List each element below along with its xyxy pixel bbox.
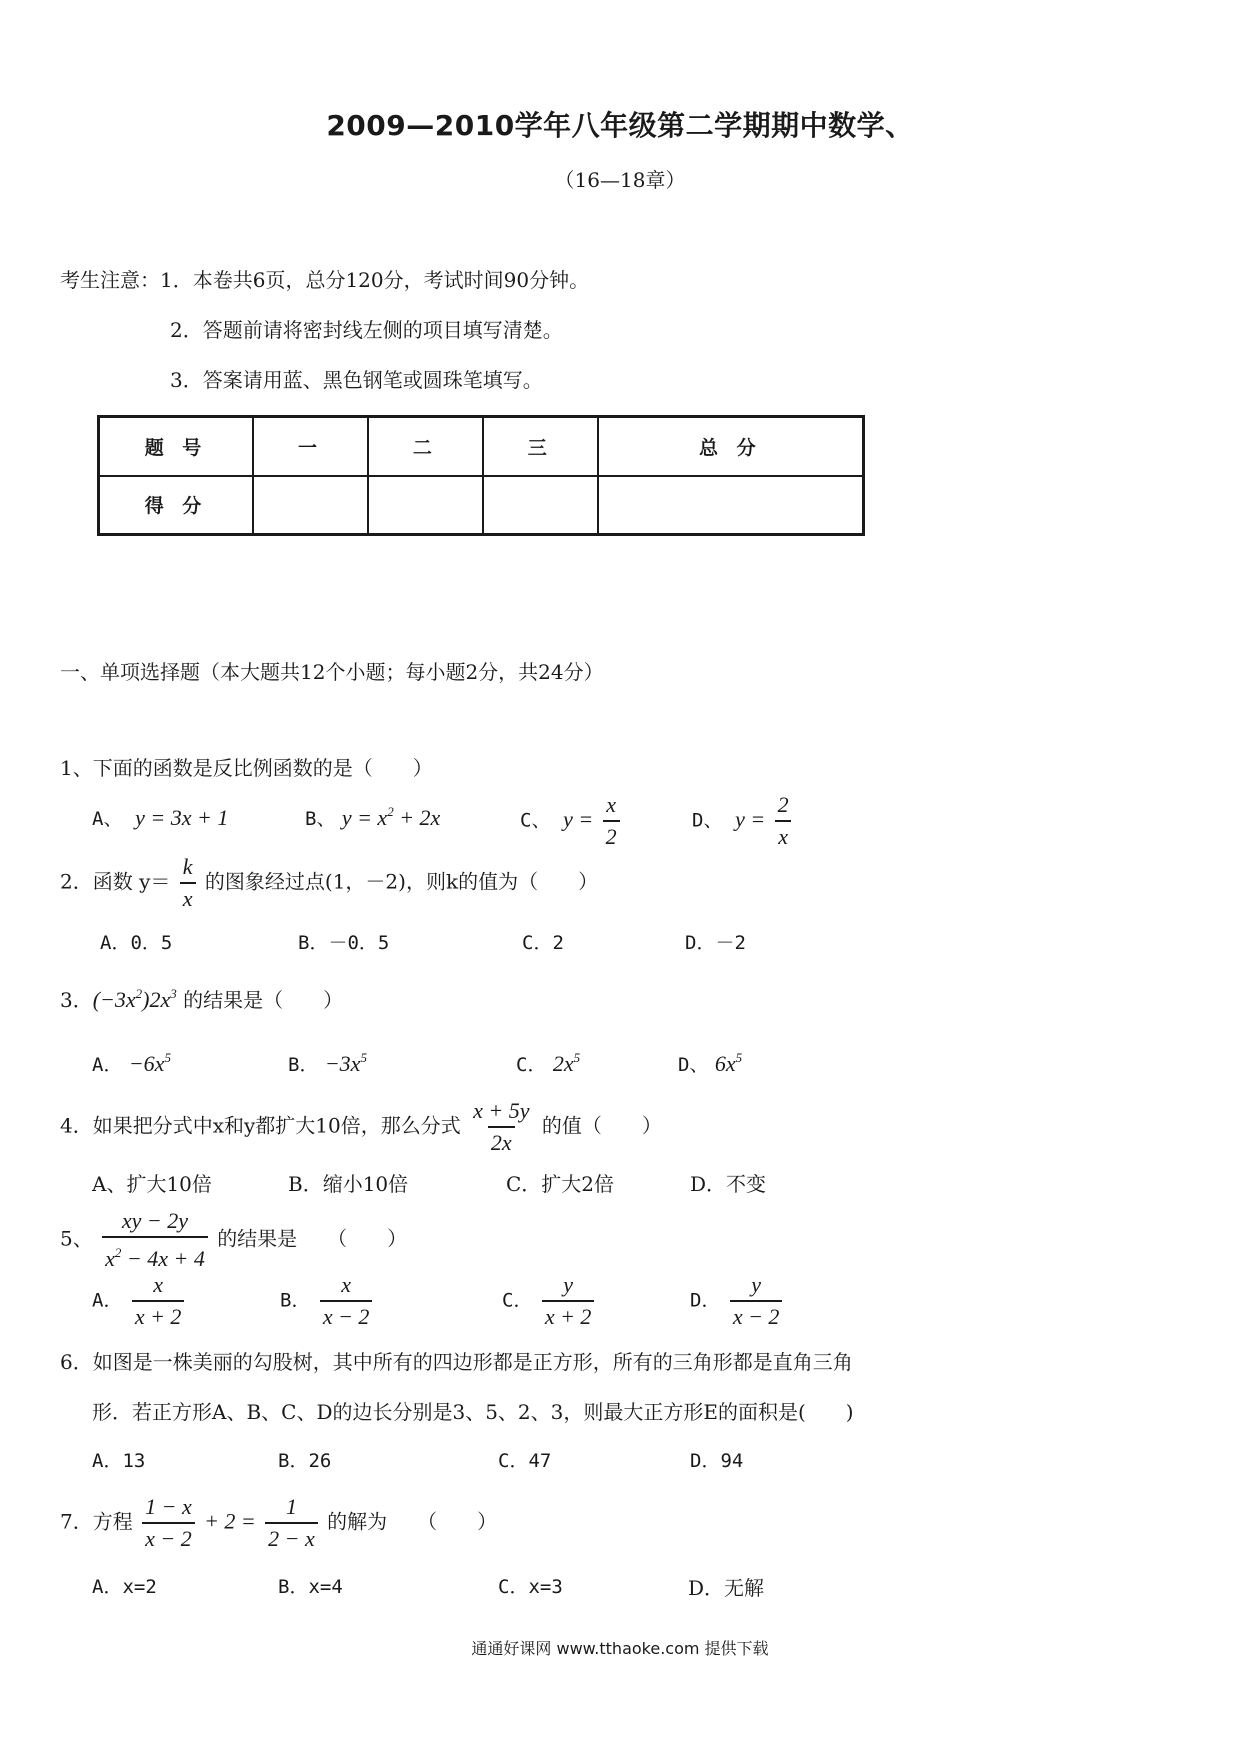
q1-option-c: C、 y = $\frac{x}{2}$ bbox=[520, 790, 623, 852]
page-subtitle: （16—18章） bbox=[554, 168, 686, 192]
q7-fraction-2: $\frac{1}{2 - x}$ bbox=[265, 1492, 318, 1554]
score-cell-total[interactable] bbox=[598, 476, 864, 535]
q2-option-b: B．－0．5 bbox=[298, 932, 390, 954]
q5-option-a: A． $\frac{x}{x + 2}$ bbox=[92, 1270, 187, 1332]
q3-option-d: D、 $6x^5$ bbox=[678, 1050, 743, 1076]
score-header-3: 三 bbox=[483, 417, 598, 476]
q6-stem-line2: 形．若正方形A、B、C、D的边长分别是3、5、2、3，则最大正方形E的面积是( ) bbox=[92, 1400, 854, 1424]
score-header-2: 二 bbox=[368, 417, 483, 476]
q3-stem: 3．$(-3x^2)2x^3$ 的结果是（ ） bbox=[60, 986, 344, 1012]
q5-option-b: B． $\frac{x}{x - 2}$ bbox=[280, 1270, 375, 1332]
q4-option-d: D．不变 bbox=[690, 1172, 767, 1196]
q4-fraction: $\frac{x + 5y}{2x}$ bbox=[470, 1096, 532, 1158]
q1-c-fraction: $\frac{x}{2}$ bbox=[603, 790, 620, 852]
q2-option-c: C．2 bbox=[522, 932, 564, 954]
notice-item-2: 2．答题前请将密封线左侧的项目填写清楚。 bbox=[170, 318, 563, 342]
q1-option-b: B、 $y = x^2 + 2x$ bbox=[305, 804, 441, 830]
q7-option-b: B．x=4 bbox=[278, 1576, 343, 1598]
q6-option-d: D．94 bbox=[690, 1450, 744, 1472]
q6-stem-line1: 6．如图是一株美丽的勾股树，其中所有的四边形都是正方形，所有的三角形都是直角三角 bbox=[60, 1350, 853, 1374]
q7-fraction-1: $\frac{1 - x}{x - 2}$ bbox=[142, 1492, 195, 1554]
score-header-1: 一 bbox=[253, 417, 368, 476]
score-header-total: 总 分 bbox=[598, 417, 864, 476]
q1-d-fraction: $\frac{2}{x}$ bbox=[775, 790, 792, 852]
score-table-score-row bbox=[99, 476, 864, 535]
notice bbox=[60, 264, 589, 293]
score-cell-2[interactable] bbox=[368, 476, 483, 535]
q7-option-a: A．x=2 bbox=[92, 1576, 157, 1598]
q2-stem: 2．函数 y＝ $\frac{k}{x}$ 的图象经过点(1，－2)，则k的值为（ ） bbox=[60, 852, 598, 914]
q7-option-d: D．无解 bbox=[688, 1576, 765, 1600]
q2-fraction: $\frac{k}{x}$ bbox=[180, 852, 196, 914]
q5-option-c: C． $\frac{y}{x + 2}$ bbox=[502, 1270, 597, 1332]
score-row-label: 得 分 bbox=[99, 476, 254, 535]
footer-download-note: 通通好课网 www.tthaoke.com 提供下载 bbox=[471, 1639, 769, 1658]
q3-option-a: A． $-6x^5$ bbox=[92, 1050, 171, 1076]
q7-option-c: C．x=3 bbox=[498, 1576, 563, 1598]
q4-option-c: C．扩大2倍 bbox=[506, 1172, 615, 1196]
q2-option-d: D．－2 bbox=[685, 932, 746, 954]
notice-item-3: 3．答案请用蓝、黑色钢笔或圆珠笔填写。 bbox=[170, 368, 543, 392]
page-title: 2009—2010学年八年级第二学期期中数学、 bbox=[326, 109, 914, 142]
score-cell-1[interactable] bbox=[253, 476, 368, 535]
score-table bbox=[97, 415, 865, 536]
q1-option-d: D、 y = $\frac{2}{x}$ bbox=[692, 790, 795, 852]
q3-option-c: C． $2x^5$ bbox=[516, 1050, 581, 1076]
q6-option-a: A．13 bbox=[92, 1450, 146, 1472]
notice-item-1: 1．本卷共6页，总分120分，考试时间90分钟。 bbox=[160, 268, 590, 292]
q1-stem: 1、下面的函数是反比例函数的是（ ） bbox=[60, 756, 433, 780]
q6-option-c: C．47 bbox=[498, 1450, 552, 1472]
q4-stem: 4．如果把分式中x和y都扩大10倍，那么分式 $\frac{x + 5y}{2x}$ 的值（ ） bbox=[60, 1096, 662, 1158]
q5-fraction: $\frac{xy - 2y}{x^2 - 4x + 4}$ bbox=[102, 1206, 208, 1274]
q4-option-a: A、扩大10倍 bbox=[92, 1172, 212, 1196]
q5-stem: 5、 $\frac{xy - 2y}{x^2 - 4x + 4}$ 的结果是 （ ） bbox=[60, 1206, 407, 1274]
score-header-question: 题 号 bbox=[99, 417, 254, 476]
notice-label: 考生注意： bbox=[60, 268, 160, 292]
q5-option-d: D． $\frac{y}{x - 2}$ bbox=[690, 1270, 785, 1332]
q7-stem: 7．方程 $\frac{1 - x}{x - 2}$ + 2 = $\frac{1}{2 - x}$ 的解为 （ ） bbox=[60, 1492, 497, 1554]
q3-option-b: B． $-3x^5$ bbox=[288, 1050, 367, 1076]
score-table-header-row bbox=[99, 417, 864, 476]
score-cell-3[interactable] bbox=[483, 476, 598, 535]
section-heading: 一、单项选择题（本大题共12个小题；每小题2分，共24分） bbox=[60, 660, 604, 684]
q4-option-b: B．缩小10倍 bbox=[288, 1172, 409, 1196]
q6-option-b: B．26 bbox=[278, 1450, 332, 1472]
q1-option-a: A、 y = 3x + 1 bbox=[92, 805, 229, 830]
q2-option-a: A．0．5 bbox=[100, 932, 173, 954]
